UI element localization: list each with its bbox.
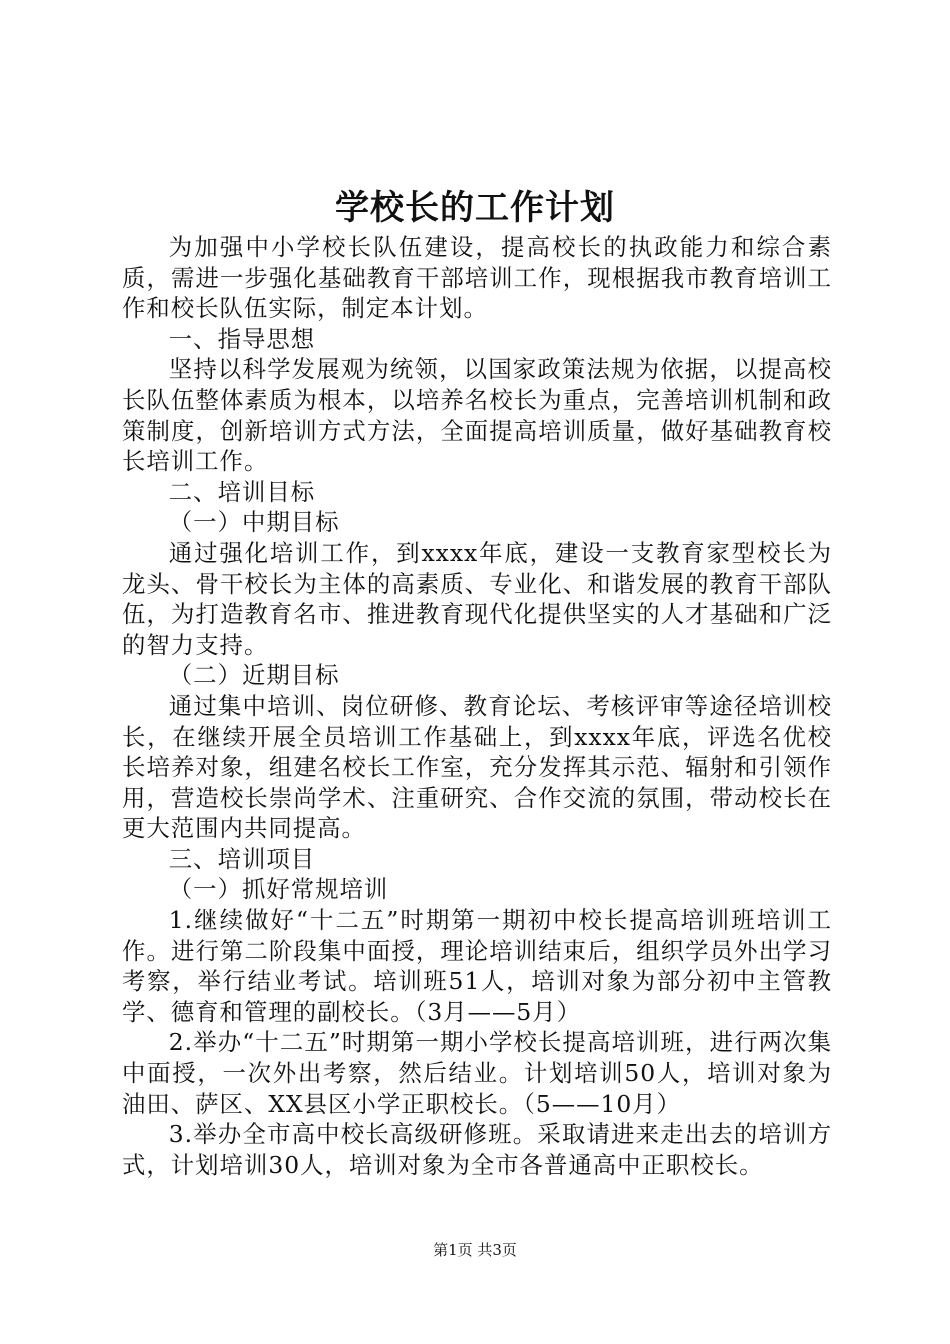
page-footer: 第1页 共3页 <box>433 1241 517 1259</box>
document-body <box>122 232 832 1180</box>
section-heading-training-projects: 三、培训项目 <box>168 844 316 873</box>
section-heading-training-goals: 二、培训目标 <box>168 477 316 506</box>
document-title: 学校长的工作计划 <box>335 188 615 228</box>
paragraph-item-1: 1.继续做好“十二五”时期第一期初中校长提高培训班培训工作。进行第二阶段集中面授，理论培训结束后，组织学员外出学习考察，举行结业考试。培训班51人，培训对象为部分初中主管教学、德育和管理的副校长。（3月——5月） <box>122 906 832 1026</box>
paragraph-shortterm-goals: 通过集中培训、岗位研修、教育论坛、考核评审等途径培训校长，在继续开展全员培训工作基础上，到xxxx年底，评选名优校长培养对象，组建名校长工作室，充分发挥其示范、辐射和引领作用，营造校长崇尚学术、注重研究、合作交流的氛围，带动校长在更大范围内共同提高。 <box>122 691 832 843</box>
paragraph-item-3: 3.举办全市高中校长高级研修班。采取请进来走出去的培训方式，计划培训30人，培训对象为全市各普通高中正职校长。 <box>122 1120 832 1179</box>
section-heading-guiding-thought: 一、指导思想 <box>168 324 316 353</box>
paragraph-midterm-goals: 通过强化培训工作，到xxxx年底，建设一支教育家型校长为龙头、骨干校长为主体的高素质、专业化、和谐发展的教育干部队伍，为打造教育名市、推进教育现代化提供坚实的人才基础和广泛的智力支持。 <box>122 538 832 659</box>
paragraph-intro: 为加强中小学校长队伍建设，提高校长的执政能力和综合素质，需进一步强化基础教育干部培训工作，现根据我市教育培训工作和校长队伍实际，制定本计划。 <box>122 233 832 323</box>
paragraph-item-2: 2.举办“十二五”时期第一期小学校长提高培训班，进行两次集中面授，一次外出考察，然后结业。计划培训50人，培训对象为油田、萨区、XX县区小学正职校长。（5——10月） <box>122 1028 832 1118</box>
subheading-routine-training: （一）抓好常规培训 <box>168 875 389 904</box>
subheading-midterm-goals: （一）中期目标 <box>168 508 340 537</box>
paragraph-guiding-thought: 坚持以科学发展观为统领，以国家政策法规为依据，以提高校长队伍整体素质为根本，以培养名校长为重点，完善培训机制和政策制度，创新培训方式方法，全面提高培训质量，做好基础教育校长培训工作。 <box>122 355 832 476</box>
subheading-shortterm-goals: （二）近期目标 <box>168 661 340 690</box>
